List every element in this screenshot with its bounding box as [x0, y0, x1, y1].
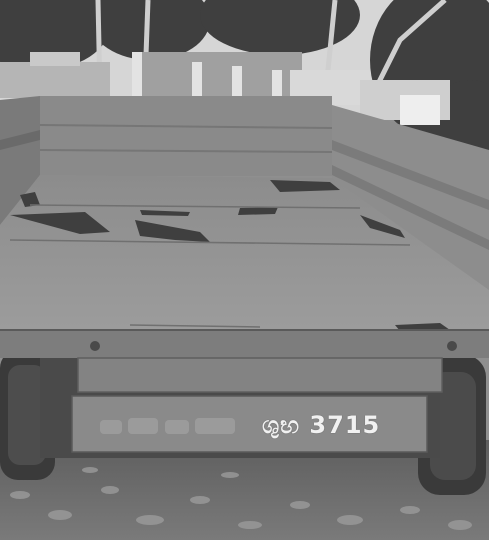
registration-number [262, 411, 380, 439]
front-wall [40, 96, 332, 176]
plate-prefix: ශුභ [262, 411, 301, 439]
upper-plate [78, 358, 442, 392]
rear-beam [0, 330, 489, 358]
plate-number: 3715 [309, 411, 381, 439]
